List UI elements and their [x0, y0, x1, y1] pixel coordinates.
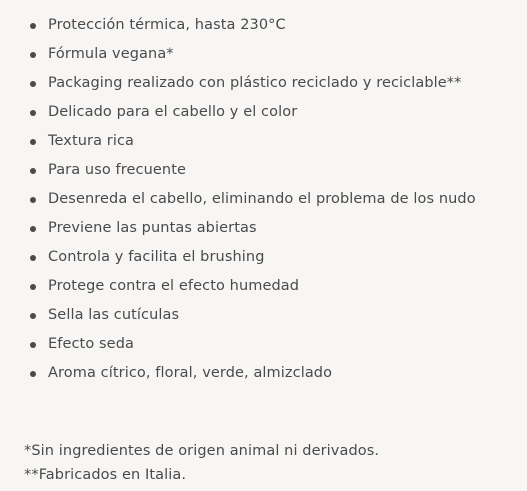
bullet-icon — [30, 110, 36, 116]
feature-text: Fórmula vegana* — [48, 46, 174, 62]
feature-text: Delicado para el cabello y el color — [48, 104, 298, 120]
bullet-icon — [30, 52, 36, 58]
bullet-icon — [30, 371, 36, 377]
list-item — [0, 11, 527, 40]
footnote-vegan: *Sin ingredientes de origen animal ni derivados. — [24, 443, 380, 459]
list-item — [0, 69, 527, 98]
feature-text: Desenreda el cabello, eliminando el problema de los nudo — [48, 191, 476, 207]
list-item — [0, 185, 527, 214]
list-item — [0, 272, 527, 301]
list-item — [0, 127, 527, 156]
bullet-icon — [30, 313, 36, 319]
bullet-icon — [30, 342, 36, 348]
list-item — [0, 243, 527, 272]
feature-text: Sella las cutículas — [48, 307, 180, 323]
bullet-icon — [30, 284, 36, 290]
feature-text: Protección térmica, hasta 230°C — [48, 17, 286, 33]
feature-list — [0, 11, 527, 388]
list-item — [0, 359, 527, 388]
bullet-icon — [30, 139, 36, 145]
list-item — [0, 40, 527, 69]
feature-text: Protege contra el efecto humedad — [48, 278, 300, 294]
feature-text: Para uso frecuente — [48, 162, 187, 178]
bullet-icon — [30, 226, 36, 232]
list-item — [0, 156, 527, 185]
list-item — [0, 98, 527, 127]
feature-text: Efecto seda — [48, 336, 134, 352]
feature-text: Packaging realizado con plástico reciclado y reciclable** — [48, 75, 462, 91]
list-item — [0, 301, 527, 330]
feature-text: Controla y facilita el brushing — [48, 249, 265, 265]
list-item — [0, 214, 527, 243]
bullet-icon — [30, 81, 36, 87]
bullet-icon — [30, 197, 36, 203]
footnotes — [24, 439, 524, 487]
bullet-icon — [30, 23, 36, 29]
footnote-italy: **Fabricados en Italia. — [24, 467, 187, 483]
feature-text: Previene las puntas abiertas — [48, 220, 257, 236]
bullet-icon — [30, 168, 36, 174]
list-item — [0, 330, 527, 359]
feature-text: Aroma cítrico, floral, verde, almizclado — [48, 365, 333, 381]
feature-text: Textura rica — [48, 133, 135, 149]
bullet-icon — [30, 255, 36, 261]
